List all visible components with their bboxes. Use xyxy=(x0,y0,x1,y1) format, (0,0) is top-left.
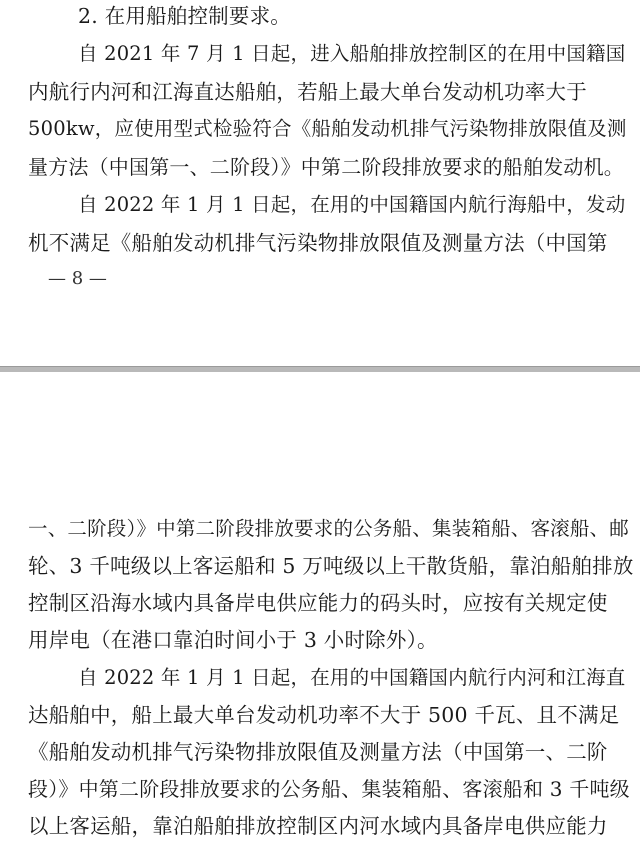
paragraph-line: 自 2021 年 7 月 1 日起，进入船舶排放控制区的在用中国籍国 xyxy=(78,42,626,65)
page-number: — 8 — xyxy=(48,268,107,289)
paragraph-line: 用岸电（在港口靠泊时间小于 3 小时除外）。 xyxy=(28,628,438,652)
paragraph-line: 轮、3 千吨级以上客运船和 5 万吨级以上干散货船，靠泊船舶排放 xyxy=(28,554,634,578)
paragraph-line: 《船舶发动机排气污染物排放限值及测量方法（中国第一、二阶 xyxy=(28,740,608,764)
paragraph-line: 自 2022 年 1 月 1 日起，在用的中国籍国内航行海船中，发动 xyxy=(78,193,626,216)
section-heading: 2. 在用船舶控制要求。 xyxy=(78,4,291,28)
paragraph-line: 以上客运船，靠泊船舶排放控制区内河水域内具备岸电供应能力 xyxy=(28,814,608,838)
document-page-top xyxy=(0,0,640,366)
paragraph-line: 500kw，应使用型式检验符合《船舶发动机排气污染物排放限值及测 xyxy=(28,117,627,140)
paragraph-line: 量方法（中国第一、二阶段）》中第二阶段排放要求的船舶发动机。 xyxy=(28,155,624,179)
paragraph-line: 达船舶中，船上最大单台发动机功率不大于 500 千瓦、且不满足 xyxy=(28,703,620,727)
paragraph-line: 机不满足《船舶发动机排气污染物排放限值及测量方法（中国第 xyxy=(28,231,608,255)
paragraph-line: 控制区沿海水域内具备岸电供应能力的码头时，应按有关规定使 xyxy=(28,591,608,615)
document-page-bottom xyxy=(0,372,640,848)
paragraph-line: 段）》中第二阶段排放要求的公务船、集装箱船、客滚船和 3 千吨级 xyxy=(28,777,630,801)
paragraph-line: 内航行内河和江海直达船舶，若船上最大单台发动机功率大于 xyxy=(28,80,587,104)
paragraph-line: 自 2022 年 1 月 1 日起，在用的中国籍国内航行内河和江海直 xyxy=(78,666,626,689)
paragraph-line: 一、二阶段）》中第二阶段排放要求的公务船、集装箱船、客滚船、邮 xyxy=(28,517,629,540)
